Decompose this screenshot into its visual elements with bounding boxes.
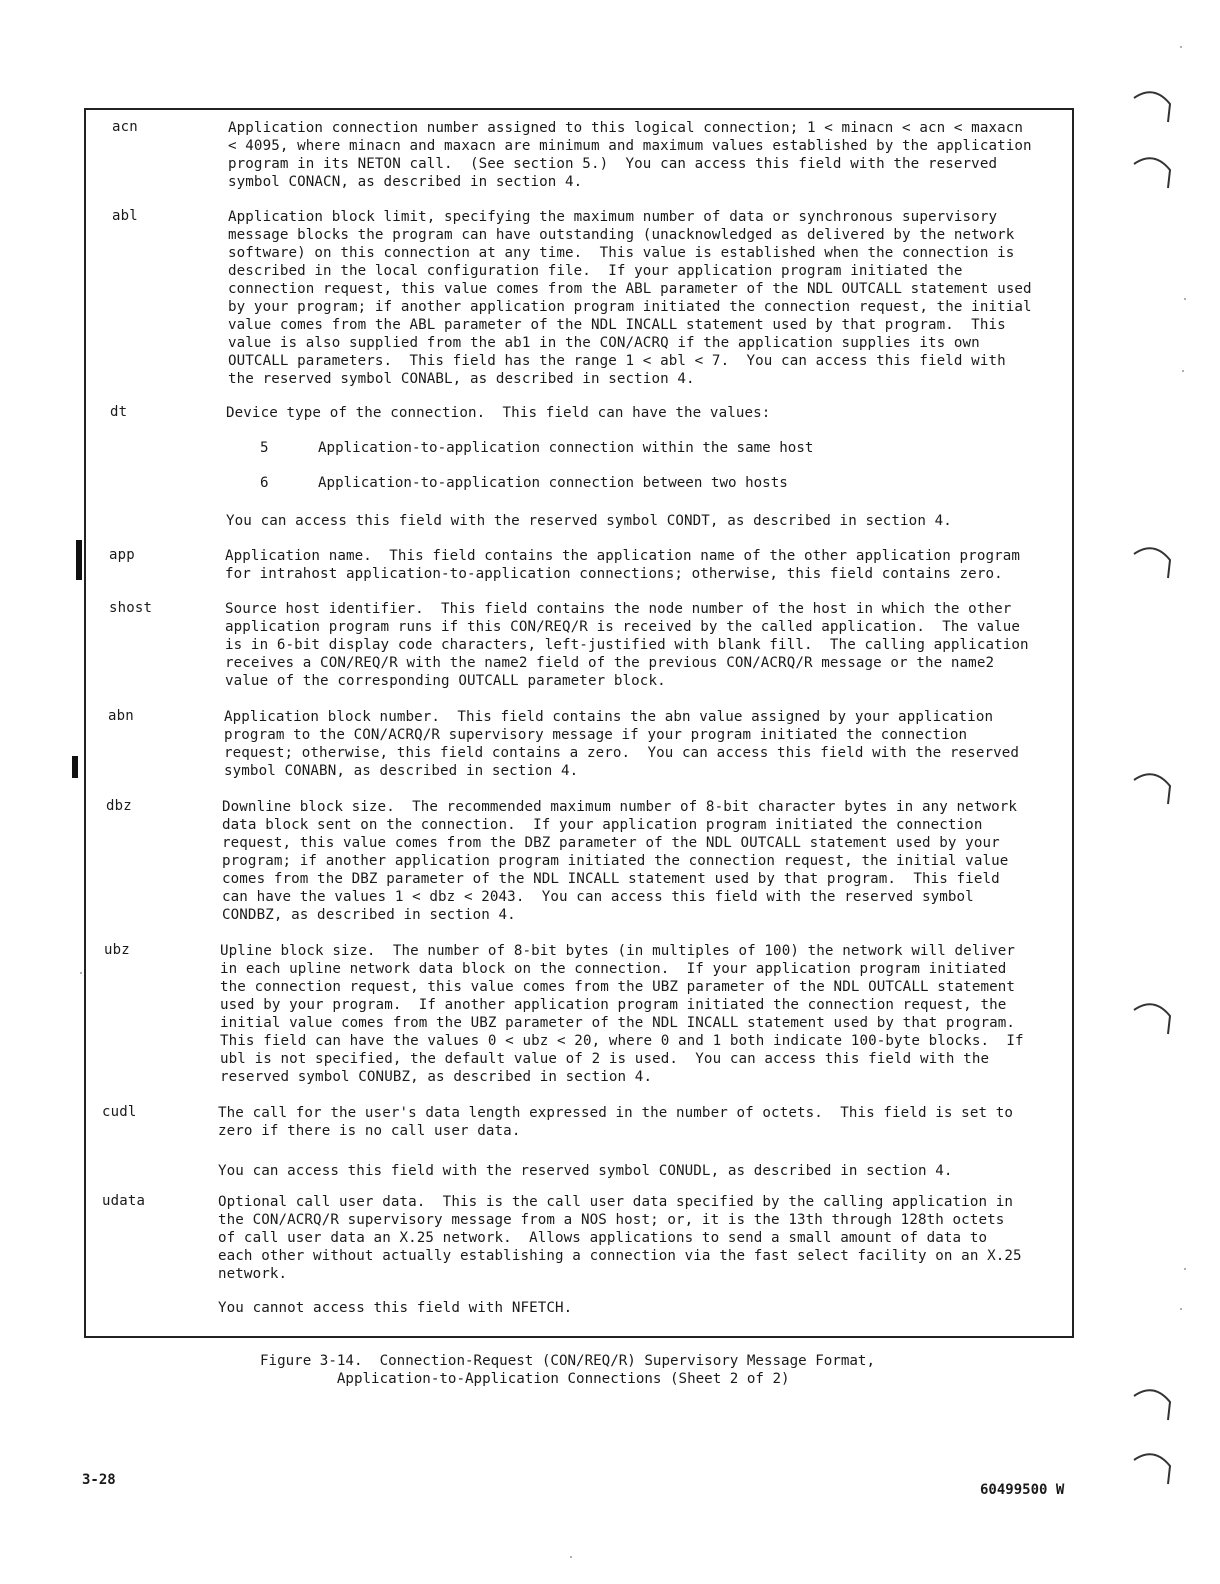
binder-hole-mark-icon xyxy=(1130,540,1174,580)
binder-hole-mark-icon xyxy=(1130,84,1174,124)
value-text: Application-to-application connection between two hosts xyxy=(318,475,788,491)
figure-caption: Figure 3-14. Connection-Request (CON/REQ/R) Supervisory Message Format, Application-to-Application Connections (Sheet 2 of 2) xyxy=(260,1353,875,1387)
field-note: You can access this field with the reserved symbol CONDT, as described in section 4. xyxy=(226,513,952,529)
scan-speck xyxy=(1184,1268,1186,1270)
field-note: You can access this field with the reserved symbol CONUDL, as described in section 4. xyxy=(218,1163,953,1179)
field-name: app xyxy=(109,547,135,563)
field-name: abl xyxy=(112,208,138,224)
field-name: cudl xyxy=(102,1104,137,1120)
binder-hole-mark-icon xyxy=(1130,150,1174,190)
scan-speck xyxy=(1182,370,1184,372)
binder-hole-mark-icon xyxy=(1130,1382,1174,1422)
revision-change-bar xyxy=(72,756,78,778)
field-name: ubz xyxy=(104,942,130,958)
scan-speck xyxy=(80,972,82,974)
value-code: 6 xyxy=(260,475,269,491)
field-description: Application block limit, specifying the maximum number of data or synchronous supervisory message blocks the program can have outstanding (unacknowledged as delivered by the network software) on this connection at any time. This value is established when the connection is described in the local configuration file. If your application program initiated the connection request, this value comes from the ABL parameter of the NDL OUTCALL statement used by your program; if another application program initiated the connection request, the initial value comes from the ABL parameter of the NDL INCALL statement used by that program. This value is also supplied from the ab1 in the CON/ACRQ if the application supplies its own OUTCALL parameters. This field has the range 1 < abl < 7. You can access this field with the reserved symbol CONABL, as described in section 4. xyxy=(228,209,1032,387)
field-name: dbz xyxy=(106,798,132,814)
page-number: 3-28 xyxy=(82,1472,116,1488)
revision-change-bar xyxy=(76,540,82,580)
binder-hole-mark-icon xyxy=(1130,996,1174,1036)
field-description: The call for the user's data length expressed in the number of octets. This field is set to zero if there is no call user data. xyxy=(218,1105,1014,1139)
value-text: Application-to-application connection within the same host xyxy=(318,440,814,456)
field-name: dt xyxy=(110,404,128,420)
binder-hole-mark-icon xyxy=(1130,1446,1174,1486)
field-note: You cannot access this field with NFETCH. xyxy=(218,1300,573,1316)
field-name: udata xyxy=(102,1193,146,1209)
scan-speck xyxy=(1180,46,1182,48)
binder-hole-mark-icon xyxy=(1130,766,1174,806)
field-description: Application name. This field contains the application name of the other application program for intrahost application-to-application connections; otherwise, this field contains zero. xyxy=(225,548,1021,582)
field-description: Application block number. This field contains the abn value assigned by your application program to the CON/ACRQ/R supervisory message if your program initiated the connection request; otherwise, this field contains a zero. You can access this field with the reserved symbol CONABN, as described in section 4. xyxy=(224,709,1020,779)
field-description: Device type of the connection. This field can have the values: xyxy=(226,405,771,421)
scan-speck xyxy=(570,1556,572,1558)
field-name: shost xyxy=(109,600,153,616)
document-number: 60499500 W xyxy=(980,1482,1065,1498)
field-name: acn xyxy=(112,119,138,135)
field-description: Downline block size. The recommended maximum number of 8-bit character bytes in any network data block sent on the connection. If your application program initiated the connection request, this value comes from the DBZ parameter of the NDL OUTCALL statement used by your program; if another application program initiated the connection request, the initial value comes from the DBZ parameter of the NDL INCALL statement used by that program. This field can have the values 1 < dbz < 2043. You can access this field with the reserved symbol CONDBZ, as described in section 4. xyxy=(222,799,1018,923)
field-description: Source host identifier. This field contains the node number of the host in which the other application program runs if this CON/REQ/R is received by the called application. The value is in 6-bit display code characters, left-justified with blank fill. The calling application receives a CON/REQ/R with the name2 field of the previous CON/ACRQ/R message or the name2 value of the corresponding OUTCALL parameter block. xyxy=(225,601,1029,689)
field-description: Application connection number assigned to this logical connection; 1 < minacn < acn < maxacn < 4095, where minacn and maxacn are minimum and maximum values established by the application program in its NETON call. (See section 5.) You can access this field with the reserved symbol CONACN, as described in section 4. xyxy=(228,120,1032,190)
field-description: Optional call user data. This is the call user data specified by the calling application in the CON/ACRQ/R supervisory message from a NOS host; or, it is the 13th through 128th octets of call user data an X.25 network. Allows applications to send a small amount of data to each other without actually establishing a connection via the fast select facility on an X.25 network. xyxy=(218,1194,1022,1282)
field-description: Upline block size. The number of 8-bit bytes (in multiples of 100) the network will deliver in each upline network data block on the connection. If your application program initiated the connection request, this value comes from the UBZ parameter of the NDL OUTCALL statement used by your program. If another application program initiated the connection request, the initial value comes from the UBZ parameter of the NDL INCALL statement used by that program. This field can have the values 0 < ubz < 20, where 0 and 1 both indicate 100-byte blocks. If ubl is not specified, the default value of 2 is used. You can access this field with the reserved symbol CONUBZ, as described in section 4. xyxy=(220,943,1024,1085)
scan-speck xyxy=(1184,298,1186,300)
scan-speck xyxy=(1180,1308,1182,1310)
field-name: abn xyxy=(108,708,134,724)
value-code: 5 xyxy=(260,440,269,456)
